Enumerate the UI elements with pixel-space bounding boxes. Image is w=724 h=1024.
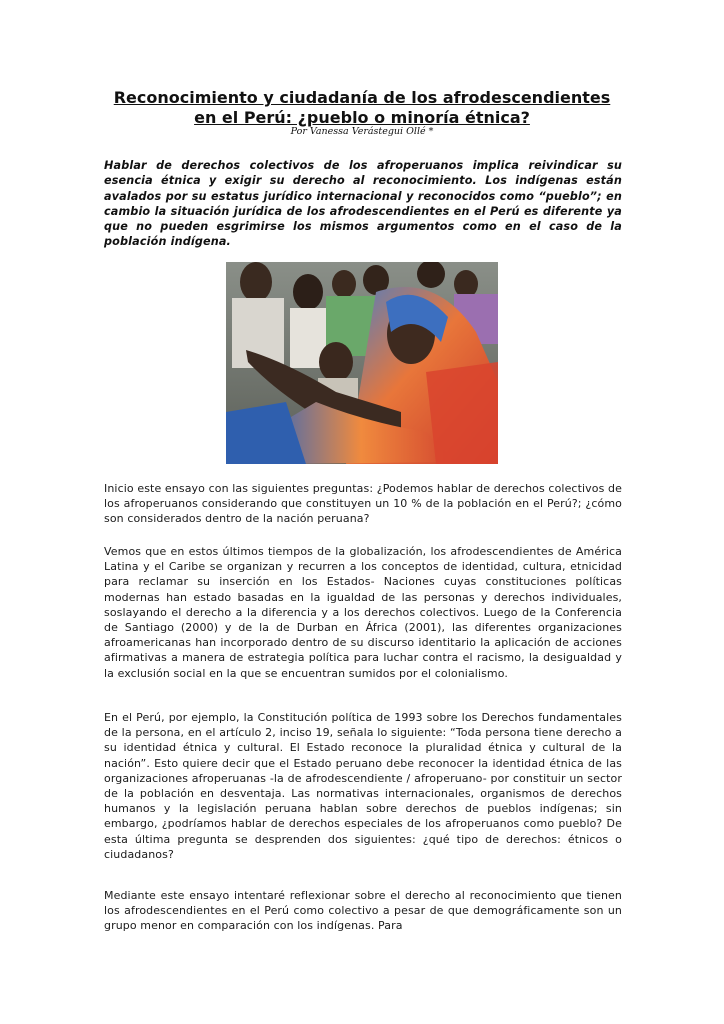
body-paragraph: Vemos que en estos últimos tiempos de la globalización, los afrodescendientes de América Latina y el Caribe se organizan y recurren a los conceptos de identidad, cultura, etnicidad para reclamar su inserción en los Estados- Naciones cuyas constituciones políticas modernas han estado basadas en la igualdad de las personas y derechos individuales, soslayando el derecho a la diferencia y a los derechos colectivos. Luego de la Conferencia de Santiago (2000) y de la de Durban en África (2001), las diferentes organizaciones afroamericanas han incorporado dentro de su discurso identitario la aplicación de acciones afirmativas a manera de estrategia política para luchar contra el racismo, la desigualdad y la exclusión social en la que se encuentran sumidos por el colonialismo.	[104, 545, 622, 680]
abstract-paragraph: Hablar de derechos colectivos de los afroperuanos implica reivindicar su esencia étnica y exigir su derecho al reconocimiento. Los indígenas están avalados por su estatus jurídico internacional y reconocidos como “pueblo”; en cambio la situación jurídica de los afrodescendientes en el Perú es diferente ya que no pueden esgrimirse los mismos argumentos como en el caso de la población indígena.	[104, 159, 622, 249]
body-paragraph: En el Perú, por ejemplo, la Constitución política de 1993 sobre los Derechos fundamentales de la persona, en el artículo 2, inciso 19, señala lo siguiente: “Toda persona tiene derecho a su identidad étnica y cultural. El Estado reconoce la pluralidad étnica y cultural de la nación”. Esto quiere decir que el Estado peruano debe reconocer la identidad étnica de las organizaciones afroperuanas -la de afrodescendiente / afroperuano- por constituir un sector de la población en desventaja. Las normativas internacionales, organismos de derechos humanos y la legislación peruana hablan sobre derechos de pueblos indígenas; sin embargo, ¿podríamos hablar de derechos especiales de los afroperuanos como pueblo? De esta última pregunta se desprenden dos siguientes: ¿qué tipo de derechos: étnicos o ciudadanos?	[104, 711, 622, 861]
author-byline: Por Vanessa Verástegui Ollé *	[290, 126, 434, 137]
title-line-1: Reconocimiento y ciudadanía de los afrodescendientes	[113, 88, 611, 107]
body-paragraph: Inicio este ensayo con las siguientes preguntas: ¿Podemos hablar de derechos colectivos de los afroperuanos considerando que constituyen un 10 % de la población en el Perú?; ¿cómo son considerados dentro de la nación peruana?	[104, 482, 622, 526]
article-photo	[226, 262, 498, 464]
page-title	[60, 88, 664, 128]
title-line-2: en el Perú: ¿pueblo o minoría étnica?	[194, 108, 530, 127]
body-paragraph: Mediante este ensayo intentaré reflexionar sobre el derecho al reconocimiento que tienen los afrodescendientes en el Perú como colectivo a pesar de que demográficamente son un grupo menor en comparación con los indígenas. Para	[104, 889, 622, 933]
